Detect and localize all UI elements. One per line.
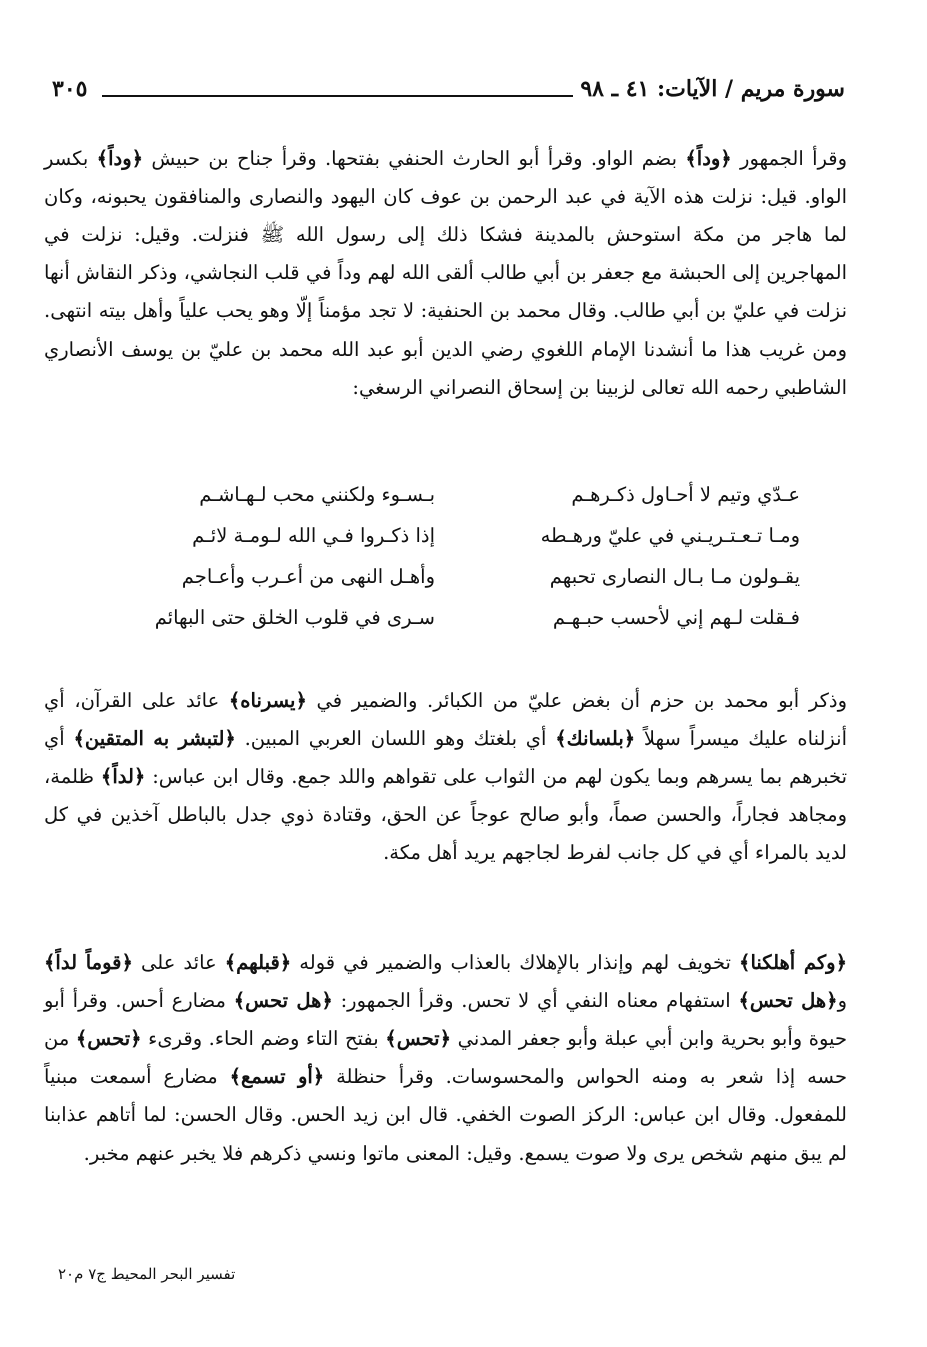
book-signature: تفسير البحر المحيط ج٧ م٢٠ (58, 1265, 236, 1283)
running-header (52, 76, 845, 116)
poem (100, 476, 800, 640)
verse-first-hemistich: ومـا تـعـتـريـني في عليّ ورهـطه (540, 524, 800, 547)
text-run: عائد على (132, 950, 225, 974)
quran-quote: ﴿لتبشر به المتقين﴾ (73, 726, 236, 750)
quran-quote: ﴿لداً﴾ (100, 764, 146, 788)
text-run: مضارع أحس. وقرأ أبو حيوة وأبو بحرية وابن أبي عبلة وأبو جعفر المدني (44, 988, 847, 1050)
text-run: أي بلغتك وهو اللسان العربي المبين. (235, 726, 556, 750)
quran-quote: ﴿أو تسمع﴾ (229, 1065, 325, 1089)
quran-quote: ﴿تحس﴾ (75, 1026, 142, 1050)
text-run: تخويف لهم وإنذار بالإهلاك بالعذاب والضمير في قوله (291, 950, 740, 974)
poem-verse (100, 517, 800, 558)
text-run: و (837, 988, 847, 1012)
poem-verse (100, 558, 800, 599)
verse-second-hemistich: وأهـل النهى من أعـرب وأعـاجم (181, 565, 435, 588)
text-run: وذكر أبو محمد بن حزم أن بغض عليّ من الكبائر. والضمير في (306, 688, 847, 712)
text-run: وقرأ الجمهور (731, 146, 847, 170)
text-run: استفهام معناه النفي أي لا تحس. وقرأ الجمهور: (332, 988, 739, 1012)
page-number: ٣٠٥ (52, 76, 88, 102)
paragraph-2 (44, 682, 847, 873)
paragraph-3 (44, 944, 847, 1173)
text-run: ظلمة، ومجاهد فجاراً، والحسن صماً، وأبو صالح عوجاً عن الحق، وقتادة ذوي جدل بالباطل آخذين في كل لديد بالمراء أي في كل جانب لفرط لجاجهم يريد أهل مكة. (44, 764, 847, 865)
quran-quote: ﴿تحس﴾ (385, 1026, 452, 1050)
quran-quote: ﴿وداً﴾ (685, 146, 732, 170)
poem-verse (100, 476, 800, 517)
verse-first-hemistich: فـقلت لـهم إني لأحسب حبـهـم (552, 606, 800, 629)
text-run: بفتح التاء وضم الحاء. وقرىء (141, 1026, 386, 1050)
quran-quote: ﴿يسرناه﴾ (228, 688, 307, 712)
quran-quote: ﴿وكم أهلكنا﴾ (739, 950, 847, 974)
text-run: أي تخبرهم بما يسرهم وبما يكون لهم من الثواب على تقواهم واللد جمع. وقال ابن عباس: (44, 726, 848, 788)
quran-quote: ﴿وداً﴾ (96, 146, 144, 170)
surah-title: سورة مريم / الآيات: ٤١ ـ ٩٨ (580, 76, 845, 102)
verse-first-hemistich: عـدّي وتيم لا أحـاول ذكـرهـم (571, 483, 800, 506)
text-run: من حسه إذا شعر به ومنه الحواس والمحسوسات. وقرأ حنظلة (44, 1026, 847, 1089)
quran-quote: ﴿هل تحس﴾ (738, 988, 838, 1012)
verse-second-hemistich: بـسـوء ولكنني محب لـهـاشـم (199, 483, 435, 506)
text-run: بضم الواو. وقرأ أبو الحارث الحنفي بفتحها. وقرأ جناح بن حبيش (143, 146, 686, 170)
quran-quote: ﴿قوماً لداً﴾ (44, 950, 133, 974)
header-rule (102, 95, 573, 97)
text-run: بكسر الواو. قيل: نزلت هذه الآية في عبد الرحمن بن عوف كان اليهود والنصارى والمنافقون يحبونه، وكان لما هاجر من مكة استوحش بالمدينة فشكا ذلك إلى رسول الله ﷺ فنزلت. وقيل: نزلت في المهاجرين إلى الحبشة مع جعفر بن أبي طالب ألقى الله لهم وداً في قلب النجاشي، وذكر النقاش أنها نزلت في عليّ بن أبي طالب. وقال محمد بن الحنفية: لا تجد مؤمناً إلّا وهو يحب علياً وأهل بيته انتهى. ومن غريب هذا ما أنشدنا الإمام اللغوي رضي الدين أبو عبد الله محمد بن عليّ بن يوسف الأنصاري الشاطبي رحمه الله تعالى لزبينا بن إسحاق النصراني الرسغي: (44, 146, 847, 399)
verse-first-hemistich: يقـولون مـا بـال النصارى تحبهم (549, 565, 800, 588)
text-run: مضارع أسمعت مبنياً للمفعول. وقال ابن عباس: الركز الصوت الخفي. قال ابن زيد الحس. وقال الحسن: لما أتاهم عذابنا لم يبق منهم شخص يرى ولا صوت يسمع. وقيل: المعنى ماتوا ونسي ذكرهم فلا يخبر عنهم مخبر. (44, 1065, 847, 1165)
paragraph-1 (44, 140, 847, 407)
quran-quote: ﴿قبلهم﴾ (224, 950, 292, 974)
verse-second-hemistich: إذا ذكـروا فـي الله لـومـة لائـم (192, 524, 435, 547)
poem-verse (100, 599, 800, 640)
quran-quote: ﴿هل تحس﴾ (233, 988, 333, 1012)
text-run: عائد على القرآن، أي أنزلناه عليك ميسراً سهلاً (44, 688, 848, 750)
quran-quote: ﴿بلسانك﴾ (555, 726, 636, 750)
verse-second-hemistich: سـرى في قلوب الخلق حتى البهائم (154, 606, 435, 629)
